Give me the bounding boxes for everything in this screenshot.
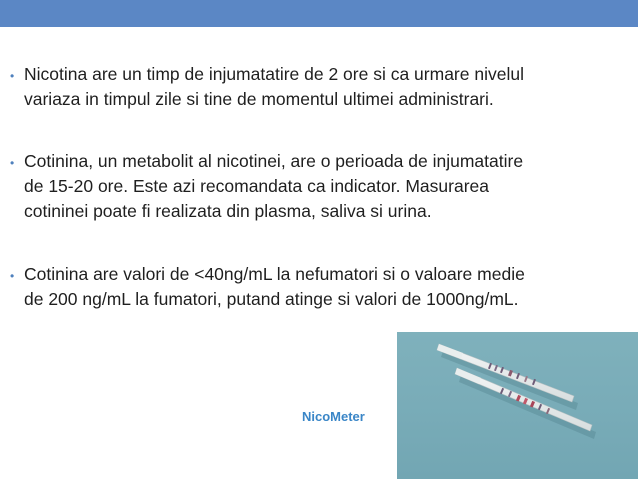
bullet-line: de 200 ng/mL la fumatori, putand atinge si valori de 1000ng/mL. — [24, 289, 519, 309]
bullet-line: Cotinina, un metabolit al nicotinei, are o perioada de injumatatire — [24, 151, 524, 171]
photo-caption: NicoMeter — [302, 409, 365, 424]
test-strips-illustration — [397, 332, 638, 479]
bullet-line: de 15-20 ore. Este azi recomandata ca indicator. Masurarea — [24, 176, 489, 196]
bullet-line: cotininei poate fi realizata din plasma, saliva si urina. — [24, 201, 432, 221]
bullet-icon: • — [10, 269, 15, 283]
bullet-line: Nicotina are un timp de injumatatire de 2 ore si ca urmare nivelul — [24, 64, 524, 84]
test-strips-photo — [397, 332, 638, 479]
bullet-icon: • — [10, 69, 15, 83]
title-bar — [0, 0, 638, 27]
bullet-line: variaza in timpul zile si tine de momentul ultimei administrari. — [24, 89, 494, 109]
bullet-text — [24, 149, 636, 224]
bullet-text — [24, 262, 636, 312]
bullet-icon: • — [10, 156, 15, 170]
bullet-text — [24, 62, 636, 112]
bullet-line: Cotinina are valori de <40ng/mL la nefumatori si o valoare medie — [24, 264, 525, 284]
